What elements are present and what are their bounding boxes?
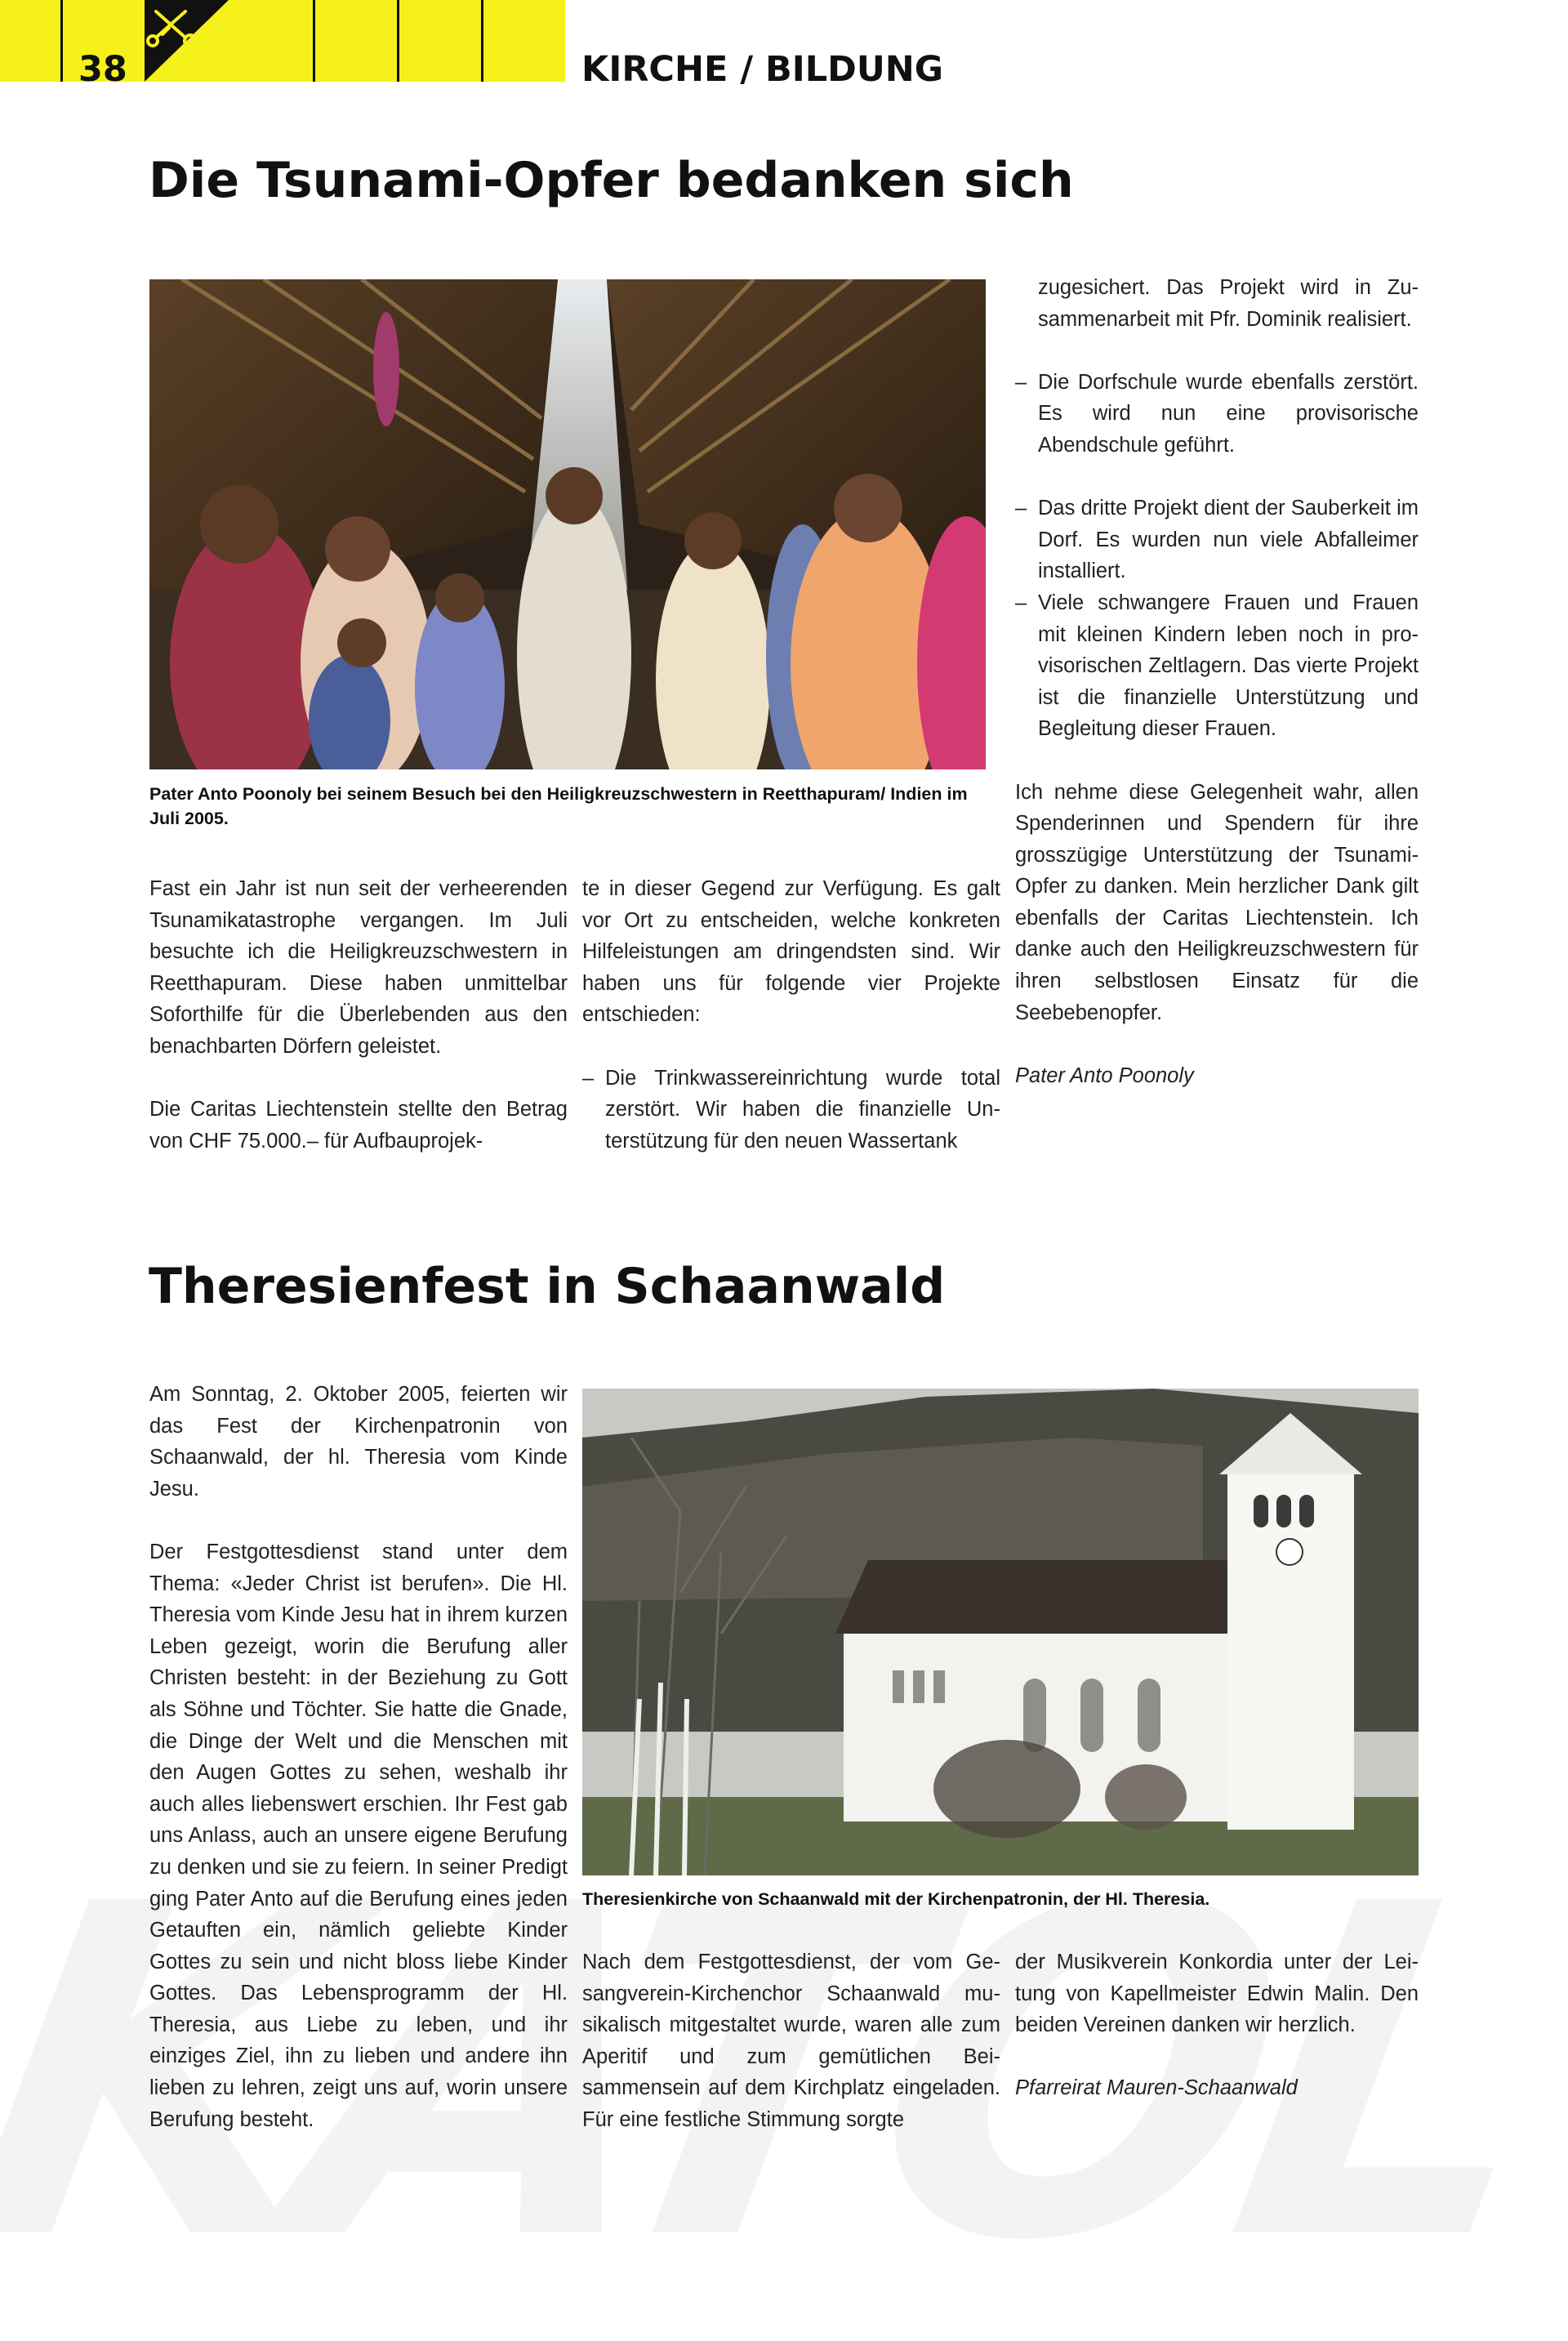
crossed-keys-logo-icon — [145, 0, 229, 82]
author-signature: Pater Anto Poonoly — [1015, 1063, 1194, 1087]
photo-caption: Pater Anto Poonoly bei seinem Besuch bei den Heiligkreuzschwestern in Reetthapuram/ Indien im Juli 2005. — [149, 784, 968, 828]
header-divider — [397, 0, 399, 82]
page-number: 38 — [78, 49, 127, 90]
list-item: – Die Dorfschule wurde ebenfalls zerstört. Es wird nun eine provisorische Abendschule geführt. — [1015, 367, 1419, 462]
article-column-3 — [1015, 272, 1419, 1091]
paragraph: der Musikverein Konkordia unter der Leitung von Kapellmeister Edwin Malin. Den beiden Vereinen danken wir herzlich. — [1015, 1951, 1419, 2037]
header-divider — [481, 0, 483, 82]
list-item: – Die Trinkwassereinrichtung wurde total zerstört. Wir haben die finanzielle Unterstützung für den neuen Wassertank — [582, 1063, 1000, 1157]
article-column-1 — [149, 873, 568, 1157]
list-item: – Das dritte Projekt dient der Sauberkeit im Dorf. Es wurden nun viele Abfalleimer installiert. — [1015, 493, 1419, 587]
paragraph: Nach dem Festgottesdienst, der vom Gesangverein-Kirchenchor Schaanwald musikalisch mitgestaltet wurde, waren alle zum Aperitif und zum gemütlichen Beisammensein auf dem Kirchplatz eingeladen. Für eine festliche Stimmung sorgte — [582, 1951, 1000, 2131]
article-title: Die Tsunami-Opfer bedanken sich — [149, 152, 1074, 209]
section-title: KIRCHE / BILDUNG — [581, 49, 944, 90]
article-title: Theresienfest in Schaanwald — [149, 1258, 946, 1315]
list-item: – Viele schwangere Frauen und Frauen mit kleinen Kindern leben noch in provisorischen Zeltlagern. Das vierte Projekt ist die finanzielle Unterstützung und Begleitung dieser Frauen. — [1015, 587, 1419, 745]
church-photo — [582, 1389, 1419, 1875]
article-column-1 — [149, 1379, 568, 2135]
paragraph: Ich nehme diese Gelegenheit wahr, allen Spenderinnen und Spendern für ihre grosszügige Unterstützung der Tsunami-Opfer zu danken. Mein herzlicher Dank gilt ebenfalls der Caritas Liechtenstein. Ich danke auch den Heiligkreuzschwestern für ihren selbstlosen Einsatz für die Seebebenopfer. — [1015, 780, 1419, 1024]
article-column-3 — [1015, 1946, 1419, 2104]
paragraph: zugesichert. Das Projekt wird in Zusammenarbeit mit Pfr. Dominik realisiert. — [1038, 276, 1419, 331]
header-divider — [313, 0, 315, 82]
paragraph: Der Festgottesdienst stand unter dem Thema: «Jeder Christ ist berufen». Die Hl. Theresia vom Kinde Jesu hat in ihrem kurzen Leben gezeigt, worin die Berufung aller Christen besteht: in der Beziehung zu Gott als Söhne und Töchter. Sie hatte die Gnade, die Dinge der Welt und die Menschen mit den Augen Gottes zu sehen, weshalb ihr auch alles liebenswert erschien. Ihr Fest gab uns Anlass, auch an unsere eigene Berufung zu denken und sie zu feiern. In seiner Predigt ging Pater Anto auf die Berufung eines jeden Getauften ein, nämlich geliebte Kinder Gottes zu sein und nicht bloss liebe Kinder Gottes. Das Lebensprogramm der Hl. Theresia, aus Liebe zu leben, und ihr einziges Ziel, ihn zu lieben und andere ihn lieben zu lehren, zeigt uns auf, worin unsere Berufung besteht. — [149, 1540, 568, 2131]
article-column-2 — [582, 1946, 1000, 2136]
author-signature: Pfarreirat Mauren-Schaanwald — [1015, 2076, 1298, 2100]
header-divider — [60, 0, 63, 82]
paragraph: te in dieser Gegend zur Verfügung. Es galt vor Ort zu entscheiden, welche konkreten Hilfeleistungen am dringendsten sind. Wir haben uns für folgende vier Projekte entschieden: — [582, 877, 1000, 1027]
article-column-2 — [582, 873, 1000, 1157]
tsunami-visit-photo — [149, 279, 986, 769]
paragraph: Die Caritas Liechtenstein stellte den Betrag von CHF 75.000.– für Aufbauprojek- — [149, 1098, 568, 1153]
paragraph: Am Sonntag, 2. Oktober 2005, feierten wir das Fest der Kirchenpatronin von Schaanwald, der hl. Theresia vom Kinde Jesu. — [149, 1383, 568, 1500]
photo-caption: Theresienkirche von Schaanwald mit der Kirchenpatronin, der Hl. Theresia. — [582, 1889, 1210, 1909]
paragraph: Fast ein Jahr ist nun seit der verheerenden Tsunamikatastrophe vergangen. Im Juli besuchte ich die Heiligkreuzschwestern in Reetthapuram. Diese haben unmittelbar Soforthilfe für die Überlebenden aus den benachbarten Dörfern geleistet. — [149, 877, 568, 1058]
